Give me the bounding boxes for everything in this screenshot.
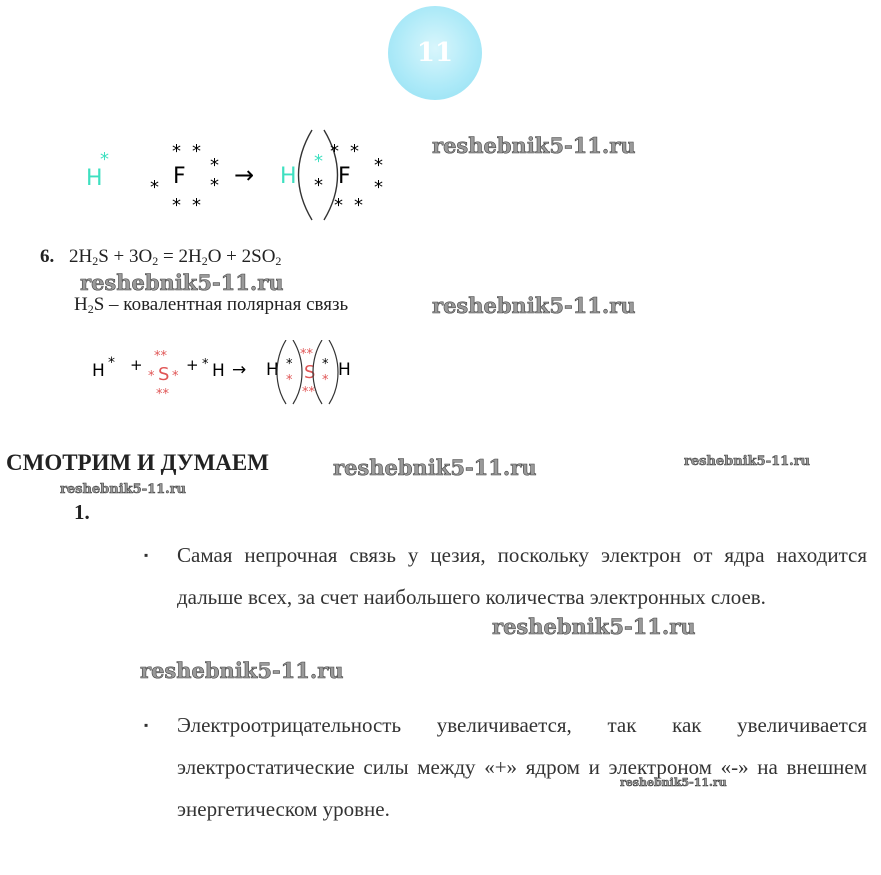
scheme1-h-electron: * bbox=[100, 149, 109, 170]
bullet-marker: ▪ bbox=[144, 548, 149, 562]
scheme1-hf-f: F bbox=[338, 164, 351, 189]
scheme2-shared-electron: * bbox=[286, 373, 293, 388]
scheme1-star: * bbox=[354, 195, 363, 216]
scheme2-bond-arc bbox=[329, 340, 338, 404]
scheme2-s-electrons: ** bbox=[154, 349, 167, 364]
scheme2-arrow: → bbox=[232, 360, 247, 380]
watermark: reshebnik5-11.ru bbox=[684, 454, 811, 469]
equation-line bbox=[40, 246, 281, 269]
watermark: reshebnik5-11.ru bbox=[333, 455, 537, 480]
watermark: reshebnik5-11.ru bbox=[80, 270, 284, 295]
bond-type-line: $H_2S$ – ковалентная полярная связь bbox=[74, 294, 349, 316]
scheme1-arrow: → bbox=[234, 161, 255, 189]
scheme2-s-electrons: ** bbox=[302, 385, 315, 400]
scheme2-s-electron: * bbox=[148, 369, 155, 384]
scheme1-star: * bbox=[192, 195, 201, 216]
scheme2-shared-electron: * bbox=[286, 357, 293, 372]
scheme1-bond-arc bbox=[299, 130, 313, 220]
answer-paragraph: Электроотрицательность увеличивается, так как увеличивается электростатические силы между «+» ядром и электроном «-» на внешнем энергетическом уровне. bbox=[177, 713, 867, 821]
scheme2-h2s-s: S bbox=[304, 362, 316, 383]
scheme1-star: * bbox=[210, 175, 219, 196]
scheme1-h: H bbox=[86, 166, 103, 191]
watermark: reshebnik5-11.ru bbox=[620, 776, 727, 789]
scheme2-shared-electron: * bbox=[322, 357, 329, 372]
section-title: СМОТРИМ И ДУМАЕМ bbox=[6, 450, 269, 475]
scheme2-h: H bbox=[212, 361, 225, 381]
watermark: reshebnik5-11.ru bbox=[492, 614, 696, 639]
scheme1-star: * bbox=[374, 155, 383, 176]
page-number-badge: 11 bbox=[388, 6, 482, 100]
answer-paragraph: Самая непрочная связь у цезия, поскольку электрон от ядра находится дальше всех, за счет наибольшего количества электронных слоев. bbox=[177, 543, 867, 609]
scheme1-star: * bbox=[374, 177, 383, 198]
hf-electron-scheme bbox=[80, 125, 410, 225]
question-number: 1. bbox=[74, 500, 90, 524]
scheme2-h-electron: * bbox=[202, 357, 209, 372]
scheme1-star: * bbox=[150, 177, 159, 198]
scheme2-h: H bbox=[92, 361, 105, 381]
scheme2-plus: + bbox=[130, 356, 143, 374]
scheme2-s-electrons: ** bbox=[300, 347, 313, 362]
scheme2-h-electron: * bbox=[108, 355, 115, 371]
scheme1-star: * bbox=[172, 141, 181, 162]
scheme1-shared-electron: * bbox=[314, 175, 323, 196]
h2s-electron-scheme bbox=[88, 340, 368, 410]
item-number: 6. bbox=[40, 246, 55, 267]
scheme1-star: * bbox=[350, 141, 359, 162]
scheme1-f: F bbox=[173, 164, 186, 189]
scheme2-s-electrons: ** bbox=[156, 387, 169, 402]
scheme2-s: S bbox=[158, 364, 170, 385]
scheme1-star: * bbox=[330, 141, 339, 162]
scheme2-plus: + bbox=[186, 356, 199, 374]
scheme1-star: * bbox=[172, 195, 181, 216]
watermark: reshebnik5-11.ru bbox=[60, 482, 187, 497]
equation: $2H_2S + 3O_2 = 2H_2O + 2SO_2$ bbox=[69, 246, 282, 268]
watermark: reshebnik5-11.ru bbox=[432, 293, 636, 318]
scheme1-star: * bbox=[210, 155, 219, 176]
scheme1-hf-h: H bbox=[280, 164, 297, 189]
scheme2-shared-electron: * bbox=[322, 373, 329, 388]
bullet-marker: ▪ bbox=[144, 718, 149, 732]
scheme2-h2s-h: H bbox=[338, 360, 351, 380]
scheme1-star: * bbox=[192, 141, 201, 162]
scheme2-h2s-h: H bbox=[266, 360, 279, 380]
watermark: reshebnik5-11.ru bbox=[140, 658, 344, 683]
watermark: reshebnik5-11.ru bbox=[432, 133, 636, 158]
scheme1-shared-electron: * bbox=[314, 151, 323, 172]
scheme1-star: * bbox=[334, 195, 343, 216]
scheme2-s-electron: * bbox=[172, 369, 179, 384]
